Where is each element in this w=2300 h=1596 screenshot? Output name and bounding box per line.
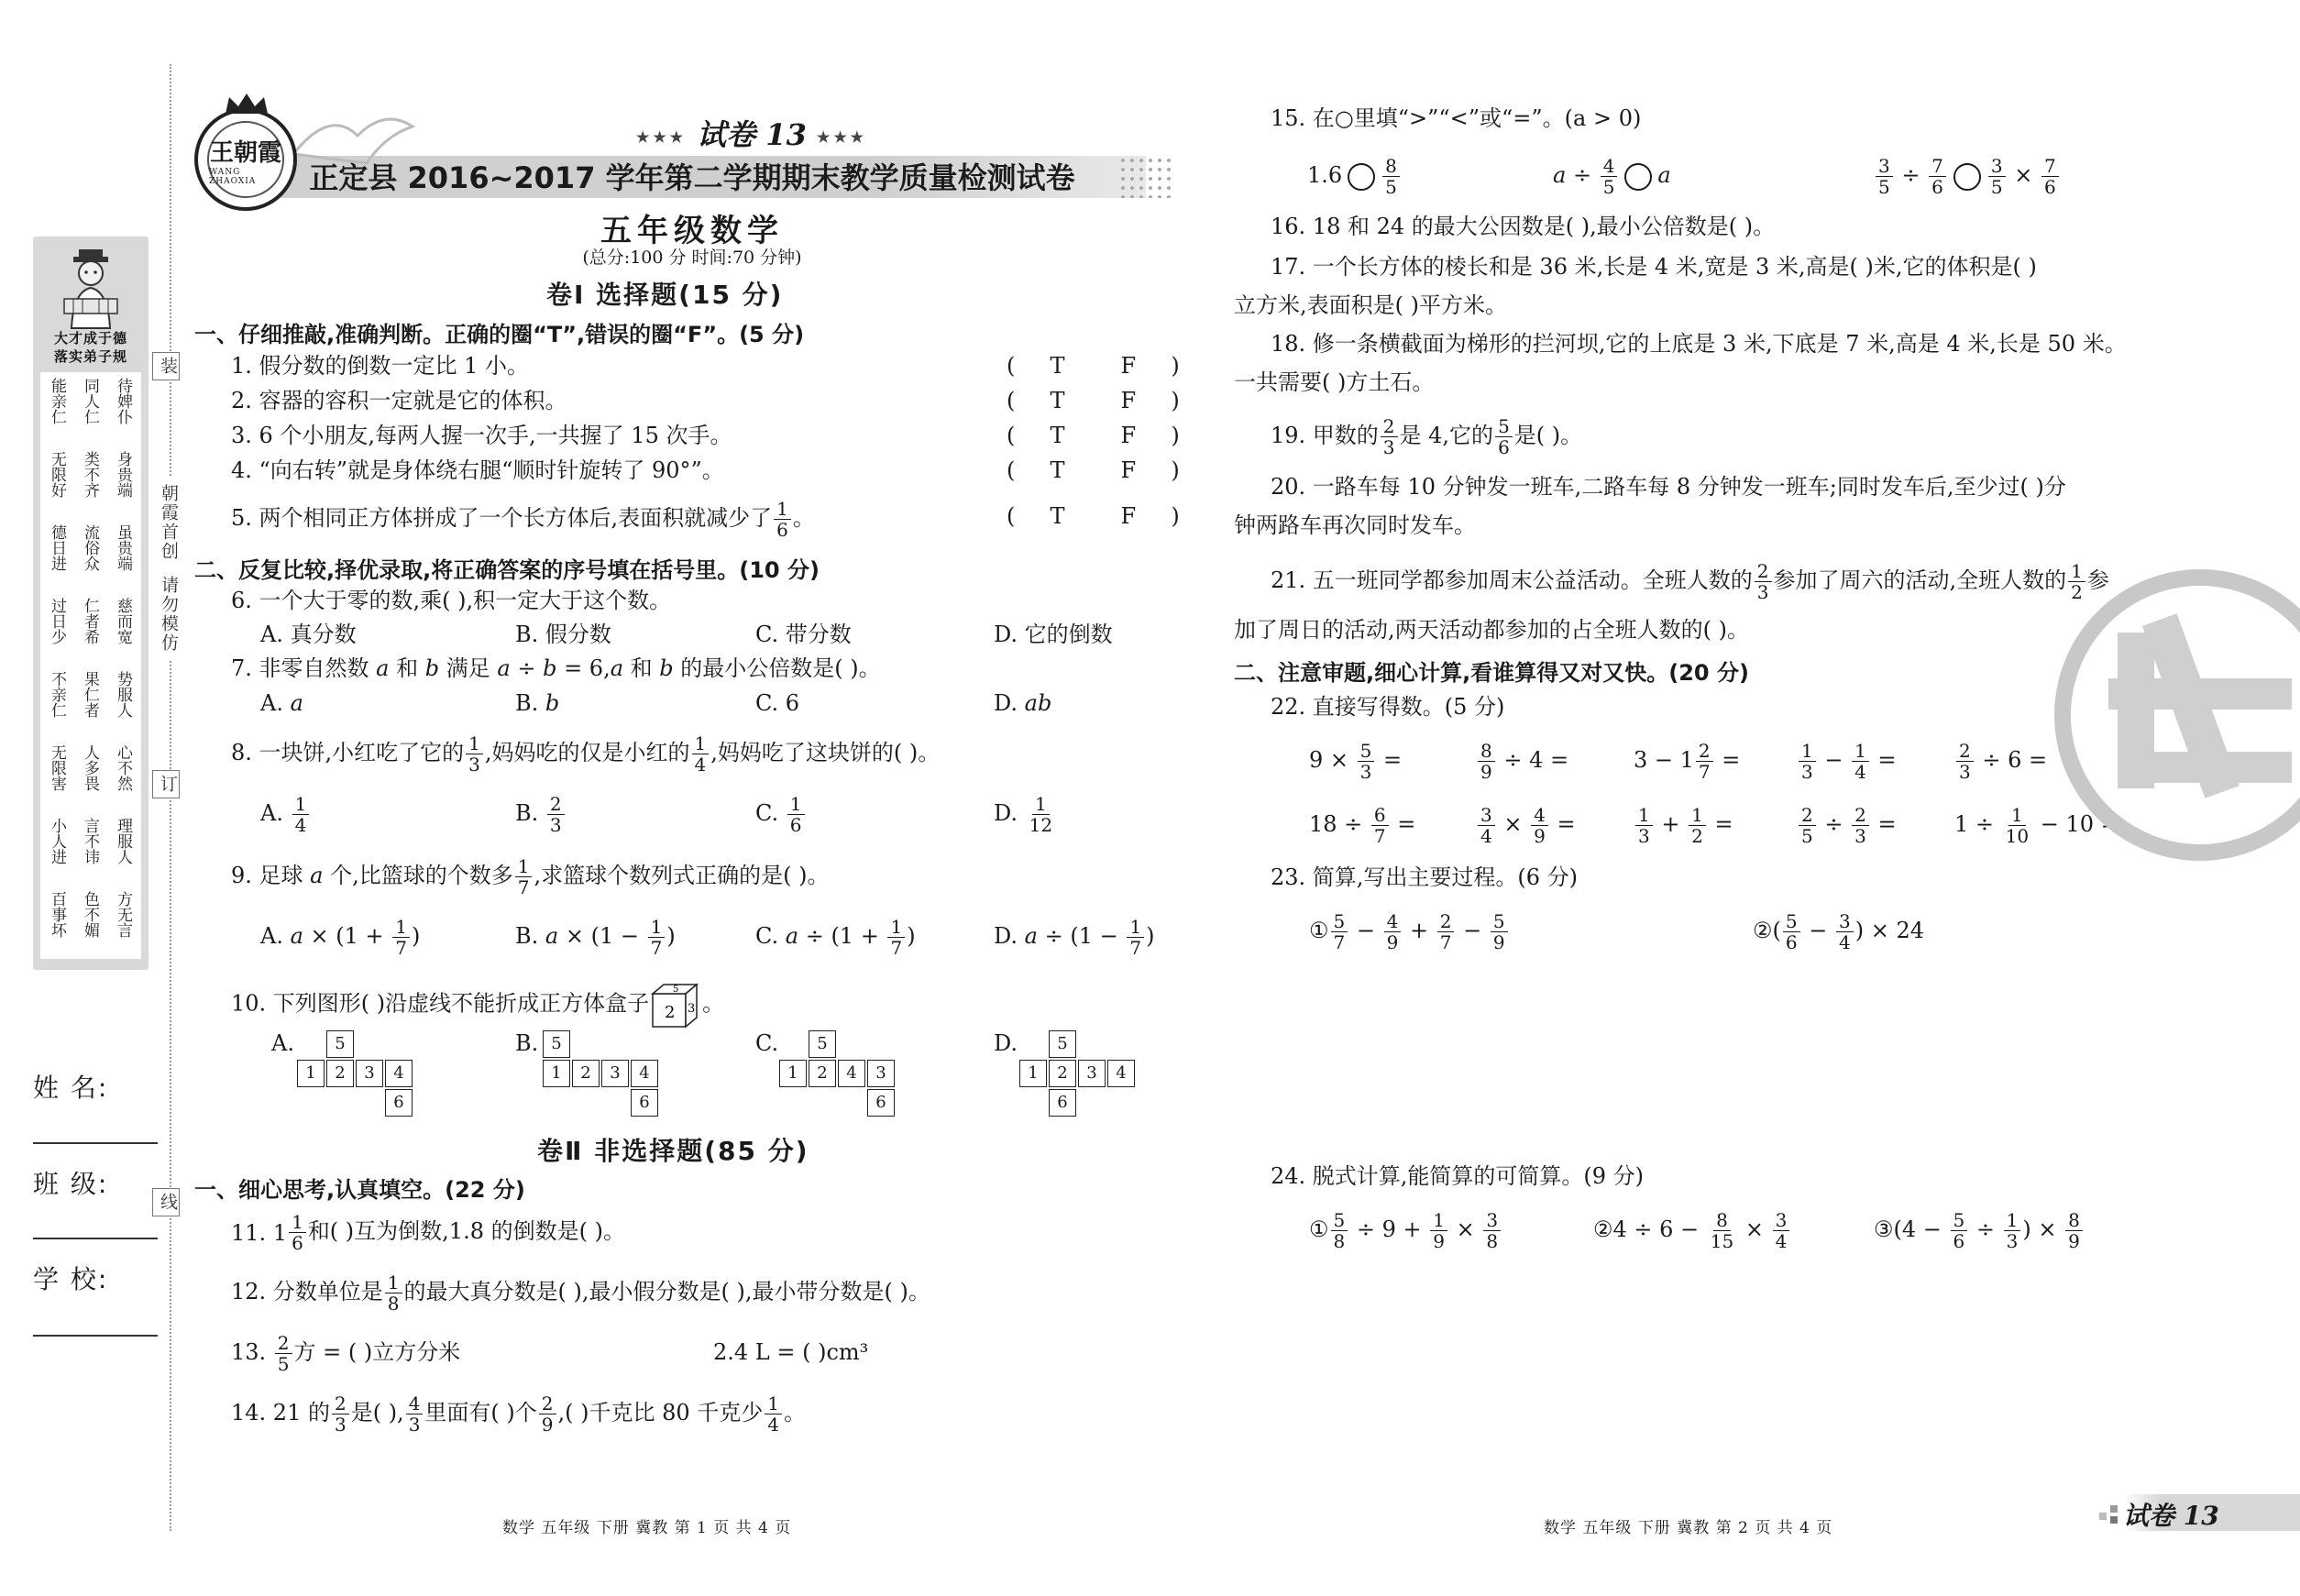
question-21-line1: 21. 五一班同学都参加周末公益活动。全班人数的 $\frac{2}{3}$ 参加了周六的活动,全班人数的 $\frac{1}{2}$ 参 — [1271, 560, 2109, 603]
q8-option-a[interactable]: A. $\frac{1}{4}$ — [260, 794, 311, 835]
class-blank[interactable] — [33, 1238, 158, 1239]
motto-col: 待婢仆 — [114, 378, 132, 424]
motto-col: 能亲仁 — [48, 378, 66, 424]
motto-col: 德日进 — [48, 524, 66, 571]
motto-col: 不亲仁 — [48, 671, 66, 718]
calc-24-3: ③(4 − $\frac{5}{6}$ ÷ $\frac{1}{3}$ ) × $\frac{8}{9}$ — [1874, 1210, 2085, 1251]
side-note-no-copy: 请勿模仿 — [152, 568, 180, 660]
motto-col: 仁者希 — [81, 598, 99, 644]
question-12: 12. 分数单位是 $\frac{1}{8}$ 的最大真分数是( ),最小假分数是( ),最小带分数是( )。 — [231, 1271, 930, 1315]
tf-choice-1[interactable]: ( T F ) — [1007, 353, 1180, 379]
motto-box — [33, 237, 149, 970]
q6-option-c[interactable]: C. 带分数 — [755, 622, 852, 647]
compare-circle[interactable] — [1624, 163, 1652, 191]
motto-col: 过日少 — [48, 598, 66, 644]
calc-23-2: ②( $\frac{5}{6}$ − $\frac{3}{4}$ ) × 24 — [1753, 910, 1925, 953]
question-9: 9. 足球 a 个,比篮球的个数多 $\frac{1}{7}$ ,求篮球个数列式正确的是( )。 — [231, 855, 830, 898]
question-8: 8. 一块饼,小红吃了它的 $\frac{1}{3}$ ,妈妈吃的仅是小红的 $\frac{1}{4}$ ,妈妈吃了这块饼的( )。 — [231, 732, 941, 776]
q15-compare-3[interactable]: $\frac{3}{5}$ ÷ $\frac{7}{6}$ $\frac{3}{5}$ × $\frac{7}{6}$ — [1874, 156, 2061, 197]
motto-col: 方无言 — [114, 891, 132, 938]
net-label-d: D. — [994, 1030, 1018, 1056]
motto-heading-2: 落实弟子规 — [53, 348, 127, 365]
part2-title: 卷Ⅱ 非选择题(85 分) — [537, 1136, 809, 1166]
school-blank[interactable] — [33, 1335, 158, 1337]
exam-series — [568, 112, 935, 154]
q8-option-c[interactable]: C. $\frac{1}{6}$ — [755, 794, 807, 835]
q9-option-a[interactable]: A. a × (1 + $\frac{1}{7}$ ) — [260, 916, 421, 959]
calc-22-3: 3 − 1 $\frac{2}{7}$ = — [1634, 740, 1741, 783]
question-22: 22. 直接写得数。(5 分) — [1271, 694, 1505, 720]
q7-option-d[interactable]: D. ab — [994, 690, 1052, 716]
calc-22-2: $\frac{8}{9}$ ÷ 4 = — [1476, 741, 1568, 782]
q15-compare-2[interactable]: a ÷ $\frac{4}{5}$ a — [1553, 155, 1671, 198]
motto-col: 言不讳 — [81, 818, 99, 864]
tf-choice-3[interactable]: ( T F ) — [1007, 423, 1180, 448]
margin-mark-3: 线 — [152, 1188, 180, 1216]
question-15: 15. 在○里填“>”“<”或“=”。(a > 0) — [1271, 105, 1642, 131]
section-true-false: 一、仔细推敲,准确判断。正确的圈“T”,错误的圈“F”。(5 分) — [194, 322, 805, 347]
motto-col: 心不然 — [114, 744, 132, 791]
cube-icon — [649, 981, 702, 1029]
logo-text: 王朝霞 — [209, 138, 281, 167]
calc-22-8: $\frac{1}{3}$ + $\frac{1}{2}$ = — [1634, 805, 1733, 846]
calc-24-2: ②4 ÷ 6 − $\frac{8}{15}$ × $\frac{3}{4}$ — [1593, 1210, 1791, 1251]
scholar-figure-icon — [55, 248, 127, 330]
q9-option-d[interactable]: D. a ÷ (1 − $\frac{1}{7}$ ) — [994, 916, 1155, 959]
motto-col: 虽贵端 — [114, 524, 132, 571]
question-6: 6. 一个大于零的数,乘( ),积一定大于这个数。 — [231, 588, 672, 613]
svg-text:5: 5 — [673, 985, 679, 995]
q6-option-d[interactable]: D. 它的倒数 — [994, 622, 1113, 647]
q7-option-a[interactable]: A. a — [260, 690, 303, 716]
q9-option-b[interactable]: B. a × (1 − $\frac{1}{7}$ ) — [515, 916, 676, 959]
question-21-line2: 加了周日的活动,两天活动都参加的占全班人数的( )。 — [1234, 617, 1749, 643]
svg-text:3: 3 — [688, 1002, 696, 1016]
question-2: 2. 容器的容积一定就是它的体积。 — [231, 388, 567, 413]
motto-col: 势服人 — [114, 671, 132, 718]
question-3: 3. 6 个小朋友,每两人握一次手,一共握了 15 次手。 — [231, 423, 732, 448]
q6-option-a[interactable]: A. 真分数 — [260, 622, 357, 647]
motto-col: 流俗众 — [81, 524, 99, 571]
section-fill-blank: 一、细心思考,认真填空。(22 分) — [194, 1177, 525, 1203]
exam-title: 正定县 2016~2017 学年第二学期期末教学质量检测试卷 — [309, 160, 1075, 195]
motto-col: 无限好 — [48, 451, 66, 498]
square-dots-icon — [2099, 1503, 2119, 1524]
calc-22-1: 9 × $\frac{5}{3}$ = — [1309, 740, 1403, 783]
calc-22-7: $\frac{3}{4}$ × $\frac{4}{9}$ = — [1476, 805, 1576, 846]
calc-23-1: ① $\frac{5}{7}$ − $\frac{4}{9}$ + $\frac{2}{7}$ − $\frac{5}{9}$ — [1309, 911, 1510, 952]
question-19: 19. 甲数的 $\frac{2}{3}$ 是 4,它的 $\frac{5}{6}$ 是( )。 — [1271, 415, 1583, 458]
star-icon: ★★★ — [635, 128, 688, 146]
q6-option-b[interactable]: B. 假分数 — [515, 622, 611, 647]
star-icon: ★★★ — [816, 128, 868, 146]
question-7: 7. 非零自然数 a 和 b 满足 a ÷ b = 6,a 和 b 的最小公倍数是( )。 — [231, 655, 881, 681]
score-info: (总分:100 分 时间:70 分钟) — [582, 248, 802, 268]
section-calculation: 二、注意审题,细心计算,看谁算得又对又快。(20 分) — [1234, 660, 1749, 686]
question-17-line1: 17. 一个长方体的棱长和是 36 米,长是 4 米,宽是 3 米,高是( )米,它的体积是( ) — [1271, 254, 2037, 280]
question-18-line1: 18. 修一条横截面为梯形的拦河坝,它的上底是 3 米,下底是 7 米,高是 4 米,长是 50 米。 — [1271, 331, 2127, 357]
tf-choice-5[interactable]: ( T F ) — [1007, 503, 1180, 529]
part1-title: 卷Ⅰ 选择题(15 分) — [546, 280, 784, 310]
question-13-b: 2.4 L = ( )cm³ — [713, 1339, 869, 1365]
compare-circle[interactable] — [1953, 163, 1981, 191]
question-23: 23. 简算,写出主要过程。(6 分) — [1271, 864, 1579, 890]
motto-col: 理服人 — [114, 818, 132, 864]
question-17-line2: 立方米,表面积是( )平方米。 — [1234, 292, 1507, 318]
q7-option-c[interactable]: C. 6 — [755, 690, 800, 716]
school-label: 学 校: — [33, 1264, 109, 1294]
question-24: 24. 脱式计算,能简算的可简算。(9 分) — [1271, 1163, 1645, 1189]
motto-heading-1: 大才成于德 — [53, 330, 127, 347]
q5-text: 5. 两个相同正方体拼成了一个长方体后,表面积就减少了 — [231, 505, 773, 531]
svg-text:2: 2 — [665, 1003, 676, 1022]
question-16: 16. 18 和 24 的最大公因数是( ),最小公倍数是( )。 — [1271, 214, 1776, 239]
question-13: 13. $\frac{2}{5}$ 方 = ( )立方分米 — [231, 1332, 461, 1375]
footer-tag-text: 试卷 13 — [2123, 1501, 2219, 1531]
question-18-line2: 一共需要( )方土石。 — [1234, 369, 1435, 395]
net-label-a: A. — [271, 1030, 294, 1056]
q9-option-c[interactable]: C. a ÷ (1 + $\frac{1}{7}$ ) — [755, 916, 916, 959]
section-multiple-choice: 二、反复比较,择优录取,将正确答案的序号填在括号里。(10 分) — [194, 557, 820, 583]
compare-circle[interactable] — [1348, 163, 1375, 191]
name-label: 姓 名: — [33, 1073, 109, 1103]
motto-col: 身贵端 — [114, 451, 132, 498]
motto-col: 人多畏 — [81, 744, 99, 791]
calc-24-1: ① $\frac{5}{8}$ ÷ 9 + $\frac{1}{9}$ × $\frac{3}{8}$ — [1309, 1210, 1502, 1251]
footer-page-2: 数学 五年级 下册 冀教 第 2 页 共 4 页 — [1544, 1519, 1833, 1537]
calc-22-5: $\frac{2}{3}$ ÷ 6 = — [1954, 741, 2047, 782]
motto-col: 色不媚 — [81, 891, 99, 938]
calc-22-6: 18 ÷ $\frac{6}{7}$ = — [1309, 804, 1416, 847]
calc-22-10: 1 ÷ $\frac{1}{10}$ − 10 = — [1954, 804, 2119, 847]
q8-option-b[interactable]: B. $\frac{2}{3}$ — [515, 794, 567, 835]
question-4: 4. “向右转”就是身体绕右腿“顺时针旋转了 90°”。 — [231, 457, 724, 483]
logo-subtext: WANG ZHAOXIA — [209, 167, 257, 186]
motto-panel — [40, 372, 141, 959]
question-1: 1. 假分数的倒数一定比 1 小。 — [231, 353, 530, 379]
question-14: 14. 21 的 $\frac{2}{3}$ 是( ), $\frac{4}{3}$ 里面有( )个 $\frac{2}{9}$ ,( )千克比 80 千克少 $\frac{1}{4}$ 。 — [231, 1392, 807, 1436]
tf-choice-2[interactable]: ( T F ) — [1007, 388, 1180, 413]
motto-col: 百事坏 — [48, 891, 66, 938]
side-note-original: 朝霞首创 — [152, 477, 180, 568]
footer-page-1: 数学 五年级 下册 冀教 第 1 页 共 4 页 — [502, 1519, 792, 1537]
motto-col: 类不齐 — [81, 451, 99, 498]
confidential-seal-icon — [2044, 568, 2300, 862]
motto-col: 慈而宽 — [114, 598, 132, 644]
class-label: 班 级: — [33, 1169, 109, 1199]
margin-mark-2: 订 — [152, 770, 180, 798]
calc-22-9: $\frac{2}{5}$ ÷ $\frac{2}{3}$ = — [1797, 805, 1897, 846]
question-5 — [231, 499, 815, 540]
q15-compare-1[interactable]: 1.6 $\frac{8}{5}$ — [1307, 156, 1402, 197]
net-label-b: B. — [515, 1030, 539, 1056]
motto-col: 果仁者 — [81, 671, 99, 718]
fraction: $\frac{1}{6}$ — [774, 499, 791, 540]
footer-exam-tag — [2099, 1494, 2300, 1531]
q7-option-b[interactable]: B. b — [515, 690, 560, 716]
question-20-line1: 20. 一路车每 10 分钟发一班车,二路车每 8 分钟发一班车;同时发车后,至少过( )分 — [1271, 474, 2066, 500]
calc-22-4: $\frac{1}{3}$ − $\frac{1}{4}$ = — [1797, 741, 1897, 782]
crown-icon — [224, 92, 270, 116]
q5-end: 。 — [792, 505, 815, 531]
net-label-c: C. — [755, 1030, 779, 1056]
margin-mark-1: 装 — [152, 352, 180, 380]
motto-col: 无限害 — [48, 744, 66, 791]
motto-col: 同人仁 — [81, 378, 99, 424]
tf-choice-4[interactable]: ( T F ) — [1007, 457, 1180, 483]
grade-title: 五年级数学 — [600, 213, 784, 249]
exam-series-number: 试卷 13 — [697, 117, 807, 152]
question-20-line2: 钟两路车再次同时发车。 — [1234, 512, 1476, 538]
motto-col: 小人进 — [48, 818, 66, 864]
question-10: 10. 下列图形( )沿虚线不能折成正方体盒子 2 3 5 。 — [231, 981, 724, 1029]
question-11: 11. 1 $\frac{1}{6}$ 和( )互为倒数,1.8 的倒数是( )。 — [231, 1211, 625, 1254]
name-blank[interactable] — [33, 1142, 158, 1144]
q8-option-d[interactable]: D. $\frac{1}{12}$ — [994, 793, 1053, 836]
